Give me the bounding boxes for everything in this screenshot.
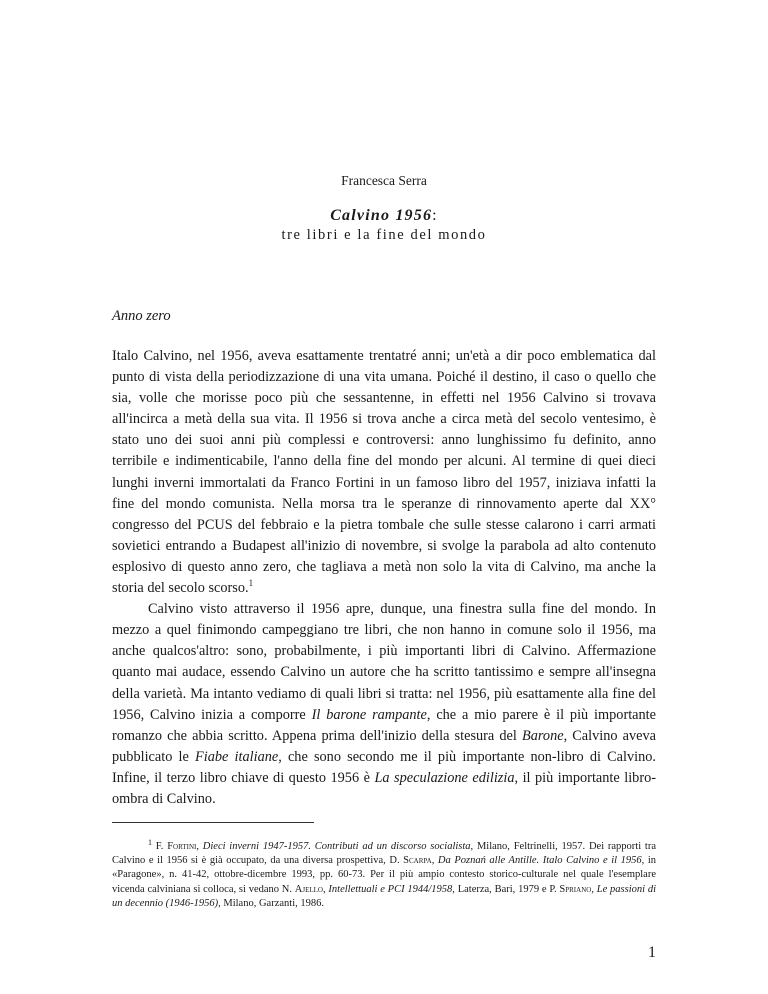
footnote-text: , Milano, Garzanti, 1986. (218, 897, 324, 909)
book-title: Barone (522, 727, 564, 744)
author-name: Francesca Serra (341, 173, 427, 188)
footnote-number: 1 (148, 838, 152, 847)
footnote-text: , (591, 883, 597, 895)
footnote-ref[interactable]: 1 (248, 578, 254, 589)
footnote-book-title: Intellettuali e PCI 1944/1958 (328, 883, 453, 895)
section-heading: Anno zero (112, 308, 171, 324)
paragraph-1 (112, 346, 656, 599)
footnote-text: , (196, 841, 203, 852)
footnote-author: Scarpa (403, 855, 432, 867)
footnote-text: F. (155, 841, 168, 852)
footnote-author: Fortini (167, 841, 197, 852)
footnote-author: Ajello (294, 883, 323, 895)
footnote-text: , in «Paragone», n. 41-42, ottobre-dicembre 1993, pp. 60-73. Per il più ampio contesto storico-culturale nel quale l'esemplare vicenda calviniana si colloca, si vedano N. (112, 855, 656, 895)
footnote-book-title: Le passioni di un decennio (1946-1956) (112, 883, 656, 909)
footnote-book-title: Da Poznań alle Antille. Italo Calvino e il 1956 (437, 855, 642, 867)
title-italic: Calvino 1956 (330, 207, 433, 224)
book-title: Fiabe italiane (195, 748, 279, 765)
paper-title (0, 207, 768, 225)
paragraph-2-text: , il più importante libro-ombra di Calvino. (112, 769, 656, 807)
footnote-text: , Laterza, Bari, 1979 e P. (452, 883, 560, 895)
paragraph-1-text: Italo Calvino, nel 1956, aveva esattamente trentatré anni; un'età a dir poco emblematica dal punto di vista della periodizzazione di una vita umana. Poiché il destino, il caso o quello che sia, volle che morisse poco più che sessantenne, in effetti nel 1956 Calvino si trovava all'incirca a metà della sua vita. Il 1956 si trova anche a circa metà del secolo ventesimo, è stato uno dei suoi anni più complessi e controversi: anno lunghissimo fu definito, anno terribile e indimenticabile, l'anno della fine del mondo per alcuni. Al termine di quei dieci lunghi inverni immortalati da Franco Fortini in un famoso libro del 1957, iniziava infatti la fine del mondo comunista. Nella morsa tra le speranze di rinnovamento aperte dal XX° congresso del PCUS del febbraio e la pietra tombale che sulle stesse calarono i carri armati sovietici entrando a Budapest all'inizio di novembre, si svolge la parabola ad alto contenuto esplosivo di questo anno zero, che tagliava a metà non solo la vita di Calvino, ma anche la storia del secolo scorso. (112, 348, 656, 597)
footnote-book-title: Dieci inverni 1947-1957. Contributi ad un discorso socialista (202, 841, 471, 852)
book-title: Il barone rampante (311, 706, 427, 723)
footnote-divider (112, 822, 314, 823)
paragraph-2 (112, 599, 656, 810)
footnote-text: , Milano, Feltrinelli, 1957. Dei rapporti tra Calvino e il 1956 si è già occupato, da una diversa prospettiva, D. (112, 841, 657, 867)
footnote (112, 840, 656, 911)
paper-subtitle: tre libri e la fine del mondo (281, 227, 487, 243)
book-title: La speculazione edilizia (374, 769, 515, 786)
paragraph-2-text: , che a mio parere è il più importante romanzo che abbia scritto. Appena prima dell'inizio della stesura del (112, 706, 656, 744)
paragraph-2-text: , Calvino aveva pubblicato le (112, 727, 657, 765)
footnote-author: Spriano (559, 883, 592, 895)
footnote-text: , (431, 855, 438, 867)
body-text (112, 346, 656, 810)
paragraph-2-text: , che sono secondo me il più importante non-libro di Calvino. Infine, il terzo libro chiave di questo 1956 è (112, 748, 656, 786)
paragraph-2-text: Calvino visto attraverso il 1956 apre, dunque, una finestra sulla fine del mondo. In mezzo a quel finimondo campeggiano tre libri, che non hanno in comune solo il 1956, ma anche qualcos'altro: sono, probabilmente, i più importanti libri di Calvino. Affermazione quanto mai audace, essendo Calvino un autore che ha scritto tantissimo e sempre all'insegna della varietà. Ma intanto vediamo di quali libri si tratta: nel 1956, più esattamente alla fine del 1956, Calvino inizia a comporre (112, 601, 656, 723)
footnote-text: , (323, 883, 329, 895)
title-colon: : (432, 207, 438, 224)
page-number: 1 (648, 944, 656, 961)
